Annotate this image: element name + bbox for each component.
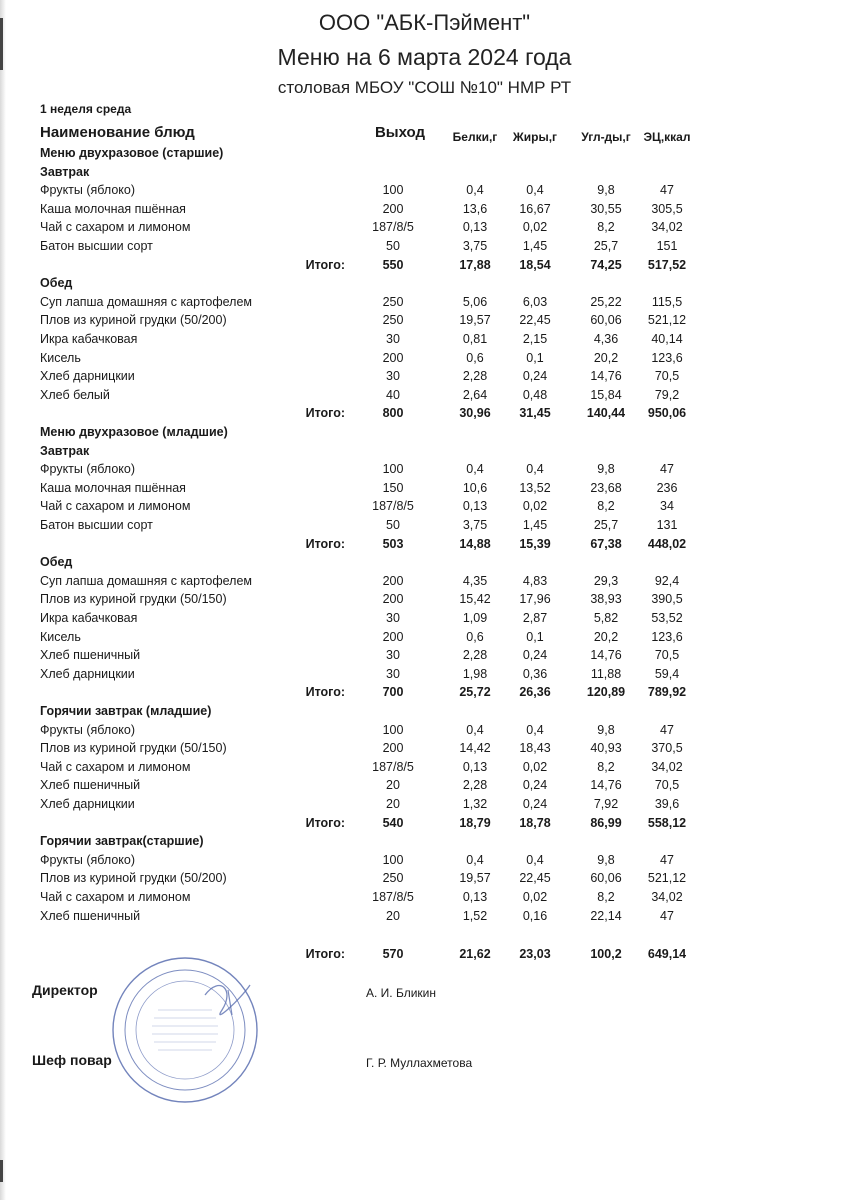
protein-cell: 10,6 <box>462 480 488 495</box>
protein-cell: 3,75 <box>462 518 488 532</box>
carbs-cell: 74,25 <box>590 257 622 272</box>
table-row <box>0 760 849 778</box>
carbs-cell: 100,2 <box>590 947 622 962</box>
output-cell: 150 <box>382 480 404 495</box>
protein-cell: 0,6 <box>466 350 484 365</box>
table-row <box>0 592 849 610</box>
energy-cell: 649,14 <box>647 947 687 962</box>
energy-cell: 47 <box>660 183 674 198</box>
fat-cell: 18,78 <box>519 815 551 830</box>
protein-cell: 0,4 <box>466 183 484 198</box>
energy-cell: 558,12 <box>647 815 687 830</box>
energy-cell: 34,02 <box>651 759 683 774</box>
output-cell: 250 <box>382 871 404 886</box>
protein-cell: 1,09 <box>462 611 488 625</box>
carbs-cell: 23,68 <box>590 480 622 495</box>
fat-cell: 23,03 <box>519 947 551 962</box>
total-label: Итого: <box>305 257 345 272</box>
dish-name: Суп лапша домашняя с картофелем <box>40 573 253 588</box>
output-cell: 100 <box>382 852 404 867</box>
output-cell: 700 <box>382 685 404 700</box>
output-cell: 100 <box>382 462 404 477</box>
fat-cell: 0,24 <box>522 778 548 793</box>
fat-cell: 2,15 <box>522 332 548 346</box>
dish-name: Каша молочная пшённая <box>40 480 186 495</box>
fat-cell: 0,48 <box>522 387 548 402</box>
column-header-fat: Жиры,г <box>512 130 558 144</box>
table-row <box>0 871 849 889</box>
energy-cell: 521,12 <box>647 313 687 328</box>
fat-cell: 26,36 <box>519 685 551 700</box>
table-row <box>0 481 849 499</box>
dish-name: Хлеб пшеничный <box>40 648 141 663</box>
energy-cell: 40,14 <box>651 332 683 346</box>
energy-cell: 115,5 <box>651 294 683 309</box>
table-row <box>0 574 849 592</box>
meal-heading <box>0 276 849 294</box>
table-row <box>0 332 849 350</box>
meal-heading <box>0 165 849 183</box>
energy-cell: 34,02 <box>651 220 683 235</box>
dish-name: Фрукты (яблоко) <box>40 722 135 737</box>
carbs-cell: 9,8 <box>597 462 615 477</box>
meal-heading <box>0 704 849 722</box>
energy-cell: 370,5 <box>651 741 683 756</box>
dish-name: Икра кабачковая <box>40 611 138 625</box>
table-row <box>0 518 849 536</box>
carbs-cell: 14,76 <box>590 648 622 663</box>
column-header-protein: Белки,г <box>452 130 498 144</box>
output-cell: 20 <box>386 778 400 793</box>
chef-name: Г. Р. Муллахметова <box>366 1056 473 1070</box>
total-label: Итого: <box>305 406 345 421</box>
energy-cell: 236 <box>656 480 678 495</box>
protein-cell: 19,57 <box>459 871 491 886</box>
canteen-title: столовая МБОУ "СОШ №10" НМР РТ <box>277 78 572 97</box>
fat-cell: 0,02 <box>522 499 548 514</box>
menu-title: Меню на 6 марта 2024 года <box>277 44 572 70</box>
table-row <box>0 462 849 480</box>
output-cell: 100 <box>382 722 404 737</box>
energy-cell: 47 <box>660 908 674 923</box>
carbs-cell: 120,89 <box>586 685 626 700</box>
carbs-cell: 15,84 <box>590 387 622 402</box>
dish-name: Кисель <box>40 629 81 644</box>
table-row <box>0 239 849 257</box>
protein-cell: 18,79 <box>459 815 491 830</box>
total-row <box>0 685 849 703</box>
column-header-energy: ЭЦ,ккал <box>643 130 691 144</box>
output-cell: 540 <box>382 815 404 830</box>
protein-cell: 2,64 <box>462 387 488 402</box>
protein-cell: 0,13 <box>462 220 488 235</box>
table-row <box>0 295 849 313</box>
energy-cell: 390,5 <box>651 592 683 607</box>
energy-cell: 521,12 <box>647 871 687 886</box>
carbs-cell: 9,8 <box>597 183 615 198</box>
energy-cell: 79,2 <box>654 387 680 402</box>
dish-name: Чай с сахаром и лимоном <box>40 759 191 774</box>
energy-cell: 448,02 <box>647 536 687 551</box>
carbs-cell: 7,92 <box>593 797 619 811</box>
carbs-cell: 11,88 <box>590 666 622 681</box>
protein-cell: 2,28 <box>462 369 488 384</box>
table-row <box>0 648 849 666</box>
carbs-cell: 8,2 <box>597 759 615 774</box>
carbs-cell: 67,38 <box>590 536 622 551</box>
dish-name: Фрукты (яблоко) <box>40 852 135 867</box>
section-heading <box>0 146 849 164</box>
carbs-cell: 4,36 <box>593 332 619 346</box>
fat-cell: 0,02 <box>522 890 548 904</box>
total-row <box>0 537 849 555</box>
fat-cell: 0,4 <box>526 722 544 737</box>
dish-name: Каша молочная пшённая <box>40 201 186 216</box>
output-cell: 800 <box>382 406 404 421</box>
energy-cell: 47 <box>660 462 674 477</box>
energy-cell: 53,52 <box>651 611 683 625</box>
section-heading <box>0 425 849 443</box>
protein-cell: 0,4 <box>466 852 484 867</box>
fat-cell: 0,02 <box>522 759 548 774</box>
carbs-cell: 30,55 <box>590 201 622 216</box>
protein-cell: 14,42 <box>459 741 491 756</box>
fat-cell: 0,1 <box>526 350 544 365</box>
table-row <box>0 797 849 815</box>
meal-heading <box>0 444 849 462</box>
carbs-cell: 14,76 <box>590 778 622 793</box>
total-row <box>0 406 849 424</box>
director-name: А. И. Бликин <box>366 986 436 1000</box>
energy-cell: 47 <box>660 722 674 737</box>
output-cell: 20 <box>386 908 400 923</box>
carbs-cell: 8,2 <box>597 890 615 904</box>
table-row <box>0 890 849 908</box>
fat-cell: 1,45 <box>522 239 548 253</box>
carbs-cell: 60,06 <box>590 871 622 886</box>
carbs-cell: 20,2 <box>593 350 619 365</box>
carbs-cell: 5,82 <box>593 611 619 625</box>
fat-cell: 18,54 <box>519 257 551 272</box>
total-row <box>0 816 849 834</box>
fat-cell: 0,4 <box>526 852 544 867</box>
protein-cell: 4,35 <box>462 573 488 588</box>
column-header-name: Наименование блюд <box>40 124 195 141</box>
protein-cell: 0,81 <box>462 332 488 346</box>
energy-cell: 70,5 <box>654 369 680 384</box>
output-cell: 250 <box>382 313 404 328</box>
fat-cell: 15,39 <box>519 536 551 551</box>
fat-cell: 0,24 <box>522 797 548 811</box>
protein-cell: 19,57 <box>459 313 491 328</box>
carbs-cell: 14,76 <box>590 369 622 384</box>
dish-name: Хлеб дарницкии <box>40 797 135 811</box>
carbs-cell: 22,14 <box>590 908 622 923</box>
carbs-cell: 8,2 <box>597 220 615 235</box>
dish-name: Суп лапша домашняя с картофелем <box>40 294 253 309</box>
table-row <box>0 351 849 369</box>
protein-cell: 0,13 <box>462 499 488 514</box>
dish-name: Меню двухразовое (старшие) <box>40 146 224 160</box>
output-cell: 20 <box>386 797 400 811</box>
dish-name: Горячии завтрак(старшие) <box>40 834 204 849</box>
school-stamp <box>110 955 260 1105</box>
dish-name: Фрукты (яблоко) <box>40 462 135 477</box>
output-cell: 30 <box>386 332 400 346</box>
dish-name: Хлеб дарницкии <box>40 369 135 384</box>
carbs-cell: 60,06 <box>590 313 622 328</box>
energy-cell: 92,4 <box>654 573 680 588</box>
dish-name: Плов из куриной грудки (50/150) <box>40 592 227 607</box>
total-label: Итого: <box>305 947 345 962</box>
dish-name: Чай с сахаром и лимоном <box>40 220 191 235</box>
dish-name: Чай с сахаром и лимоном <box>40 499 191 514</box>
energy-cell: 123,6 <box>651 629 683 644</box>
table-row <box>0 202 849 220</box>
dish-name: Обед <box>40 555 73 570</box>
dish-name: Меню двухразовое (младшие) <box>40 425 228 439</box>
total-label: Итого: <box>305 815 345 830</box>
protein-cell: 13,6 <box>462 201 488 216</box>
dish-name: Батон высшии сорт <box>40 239 153 253</box>
dish-name: Хлеб дарницкии <box>40 666 135 681</box>
protein-cell: 21,62 <box>459 947 491 962</box>
carbs-cell: 8,2 <box>597 499 615 514</box>
protein-cell: 0,13 <box>462 759 488 774</box>
dish-name: Завтрак <box>40 443 90 458</box>
table-row <box>0 741 849 759</box>
dish-name: Чай с сахаром и лимоном <box>40 890 191 904</box>
fat-cell: 6,03 <box>522 294 548 309</box>
output-cell: 570 <box>382 947 404 962</box>
fat-cell: 0,4 <box>526 183 544 198</box>
protein-cell: 5,06 <box>462 294 488 309</box>
output-cell: 30 <box>386 666 400 681</box>
output-cell: 200 <box>382 592 404 607</box>
chef-label: Шеф повар <box>32 1052 112 1068</box>
fat-cell: 22,45 <box>519 313 551 328</box>
energy-cell: 131 <box>656 518 678 532</box>
output-cell: 30 <box>386 648 400 663</box>
dish-name: Горячии завтрак (младшие) <box>40 704 212 718</box>
output-cell: 187/8/5 <box>372 220 414 235</box>
fat-cell: 1,45 <box>522 518 548 532</box>
protein-cell: 14,88 <box>459 536 491 551</box>
dish-name: Обед <box>40 276 73 291</box>
output-cell: 550 <box>382 257 404 272</box>
carbs-cell: 29,3 <box>593 573 619 588</box>
output-cell: 100 <box>382 183 404 198</box>
table-row <box>0 630 849 648</box>
fat-cell: 0,16 <box>522 908 548 923</box>
energy-cell: 151 <box>656 239 678 253</box>
carbs-cell: 25,7 <box>593 239 619 253</box>
total-label: Итого: <box>305 536 345 551</box>
output-cell: 50 <box>386 239 400 253</box>
table-row <box>0 499 849 517</box>
fat-cell: 13,52 <box>519 480 551 495</box>
total-row <box>0 258 849 276</box>
table-row <box>0 313 849 331</box>
energy-cell: 39,6 <box>654 797 680 811</box>
table-row <box>0 388 849 406</box>
output-cell: 30 <box>386 611 400 625</box>
energy-cell: 70,5 <box>654 648 680 663</box>
protein-cell: 3,75 <box>462 239 488 253</box>
carbs-cell: 25,7 <box>593 518 619 532</box>
protein-cell: 2,28 <box>462 648 488 663</box>
carbs-cell: 25,22 <box>590 294 622 309</box>
output-cell: 187/8/5 <box>372 499 414 514</box>
fat-cell: 0,1 <box>526 629 544 644</box>
protein-cell: 0,6 <box>466 629 484 644</box>
fat-cell: 22,45 <box>519 871 551 886</box>
energy-cell: 305,5 <box>651 201 683 216</box>
dish-name: Плов из куриной грудки (50/200) <box>40 313 227 328</box>
fat-cell: 0,24 <box>522 369 548 384</box>
output-cell: 187/8/5 <box>372 890 414 904</box>
table-row <box>0 369 849 387</box>
table-row <box>0 667 849 685</box>
fat-cell: 18,43 <box>519 741 551 756</box>
dish-name: Плов из куриной грудки (50/150) <box>40 741 227 756</box>
fat-cell: 31,45 <box>519 406 551 421</box>
energy-cell: 47 <box>660 852 674 867</box>
energy-cell: 70,5 <box>654 778 680 793</box>
output-cell: 187/8/5 <box>372 759 414 774</box>
energy-cell: 34,02 <box>651 890 683 904</box>
fat-cell: 0,4 <box>526 462 544 477</box>
output-cell: 200 <box>382 350 404 365</box>
table-row <box>0 778 849 796</box>
column-header-output: Выход <box>374 124 426 141</box>
fat-cell: 2,87 <box>522 611 548 625</box>
carbs-cell: 38,93 <box>590 592 622 607</box>
carbs-cell: 20,2 <box>593 629 619 644</box>
output-cell: 50 <box>386 518 400 532</box>
protein-cell: 1,52 <box>462 908 488 923</box>
total-label: Итого: <box>305 685 345 700</box>
carbs-cell: 86,99 <box>590 815 622 830</box>
scan-mark <box>0 1160 3 1182</box>
fat-cell: 0,24 <box>522 648 548 663</box>
table-row <box>0 611 849 629</box>
fat-cell: 0,02 <box>522 220 548 235</box>
protein-cell: 15,42 <box>459 592 491 607</box>
protein-cell: 25,72 <box>459 685 491 700</box>
output-cell: 200 <box>382 573 404 588</box>
dish-name: Завтрак <box>40 164 90 179</box>
energy-cell: 34 <box>660 499 674 514</box>
energy-cell: 59,4 <box>654 666 680 681</box>
energy-cell: 123,6 <box>651 350 683 365</box>
dish-name: Икра кабачковая <box>40 332 138 346</box>
carbs-cell: 9,8 <box>597 722 615 737</box>
output-cell: 200 <box>382 629 404 644</box>
protein-cell: 0,13 <box>462 890 488 904</box>
energy-cell: 517,52 <box>647 257 687 272</box>
protein-cell: 1,32 <box>462 797 488 811</box>
company-title: ООО "АБК-Пэймент" <box>318 10 531 35</box>
protein-cell: 1,98 <box>462 666 488 681</box>
meal-heading <box>0 555 849 573</box>
output-cell: 200 <box>382 741 404 756</box>
table-row <box>0 183 849 201</box>
energy-cell: 950,06 <box>647 406 687 421</box>
week-day-label: 1 неделя среда <box>40 102 132 116</box>
protein-cell: 17,88 <box>459 257 491 272</box>
output-cell: 30 <box>386 369 400 384</box>
director-label: Директор <box>32 982 98 998</box>
dish-name: Батон высшии сорт <box>40 518 153 532</box>
output-cell: 250 <box>382 294 404 309</box>
dish-name: Плов из куриной грудки (50/200) <box>40 871 227 886</box>
dish-name: Хлеб пшеничный <box>40 908 141 923</box>
table-row <box>0 220 849 238</box>
energy-cell: 789,92 <box>647 685 687 700</box>
dish-name: Хлеб белый <box>40 387 110 402</box>
column-header-carbs: Угл-ды,г <box>581 130 631 144</box>
dish-name: Кисель <box>40 350 81 365</box>
protein-cell: 0,4 <box>466 722 484 737</box>
fat-cell: 17,96 <box>519 592 551 607</box>
carbs-cell: 9,8 <box>597 852 615 867</box>
dish-name: Фрукты (яблоко) <box>40 183 135 198</box>
carbs-cell: 40,93 <box>590 741 622 756</box>
protein-cell: 0,4 <box>466 462 484 477</box>
protein-cell: 30,96 <box>459 406 491 421</box>
protein-cell: 2,28 <box>462 778 488 793</box>
carbs-cell: 140,44 <box>586 406 626 421</box>
dish-name: Хлеб пшеничный <box>40 778 141 793</box>
table-row <box>0 723 849 741</box>
table-row <box>0 909 849 927</box>
table-row <box>0 853 849 871</box>
output-cell: 40 <box>386 387 400 402</box>
output-cell: 200 <box>382 201 404 216</box>
meal-heading <box>0 834 849 852</box>
fat-cell: 4,83 <box>522 573 548 588</box>
fat-cell: 0,36 <box>522 666 548 681</box>
output-cell: 503 <box>382 536 404 551</box>
fat-cell: 16,67 <box>519 201 551 216</box>
